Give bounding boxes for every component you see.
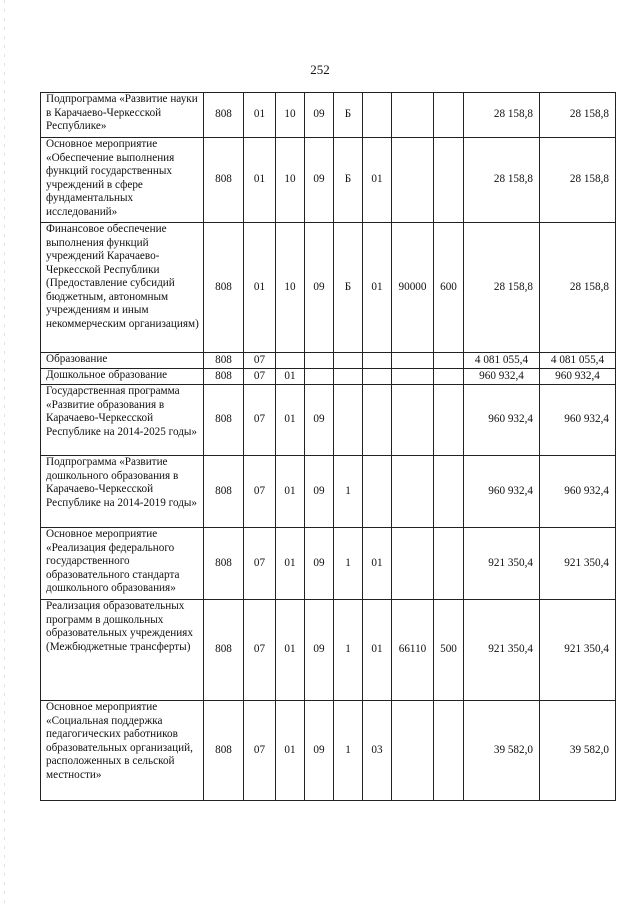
expense-type-code xyxy=(434,138,464,223)
amount-2: 39 582,0 xyxy=(540,701,616,801)
subprogram-code: Б xyxy=(334,223,363,353)
expense-type-code xyxy=(434,369,464,385)
section-code: 07 xyxy=(244,385,276,456)
amount-1: 39 582,0 xyxy=(464,701,540,801)
program-code: 09 xyxy=(305,528,334,600)
subprogram-code: 1 xyxy=(334,701,363,801)
row-name: Основное мероприятие «Реализация федерального государственного образовательного стандарта дошкольного образования» xyxy=(41,528,204,600)
table-row xyxy=(41,223,616,353)
section-code: 07 xyxy=(244,456,276,528)
direction-code xyxy=(392,385,434,456)
amount-2: 960 932,4 xyxy=(540,369,616,385)
ministry-code: 808 xyxy=(204,353,244,369)
amount-2: 28 158,8 xyxy=(540,223,616,353)
subsection-code: 01 xyxy=(276,600,305,701)
ministry-code: 808 xyxy=(204,223,244,353)
expense-type-code xyxy=(434,456,464,528)
direction-code: 66110 xyxy=(392,600,434,701)
amount-2: 960 932,4 xyxy=(540,385,616,456)
table-row xyxy=(41,528,616,600)
subsection-code: 01 xyxy=(276,701,305,801)
direction-code xyxy=(392,369,434,385)
table-row xyxy=(41,385,616,456)
program-code xyxy=(305,369,334,385)
ministry-code: 808 xyxy=(204,385,244,456)
section-code: 07 xyxy=(244,369,276,385)
row-name: Государственная программа «Развитие образования в Карачаево-Черкесской Республике на 2014-2025 годы» xyxy=(41,385,204,456)
subsection-code xyxy=(276,353,305,369)
amount-1: 921 350,4 xyxy=(464,528,540,600)
activity-code: 03 xyxy=(363,701,392,801)
program-code: 09 xyxy=(305,456,334,528)
amount-1: 960 932,4 xyxy=(464,369,540,385)
amount-1: 4 081 055,4 xyxy=(464,353,540,369)
section-code: 01 xyxy=(244,223,276,353)
ministry-code: 808 xyxy=(204,93,244,138)
program-code: 09 xyxy=(305,701,334,801)
activity-code xyxy=(363,385,392,456)
amount-2: 28 158,8 xyxy=(540,93,616,138)
row-name: Реализация образовательных программ в дошкольных образовательных учреждениях (Межбюджетные трансферты) xyxy=(41,600,204,701)
row-name: Образование xyxy=(41,353,204,369)
expense-type-code xyxy=(434,93,464,138)
row-name: Подпрограмма «Развитие науки в Карачаево-Черкесской Республике» xyxy=(41,93,204,138)
table-row xyxy=(41,701,616,801)
amount-2: 921 350,4 xyxy=(540,600,616,701)
direction-code xyxy=(392,138,434,223)
row-name: Подпрограмма «Развитие дошкольного образования в Карачаево-Черкесской Республике на 2014-2019 годы» xyxy=(41,456,204,528)
direction-code: 90000 xyxy=(392,223,434,353)
ministry-code: 808 xyxy=(204,701,244,801)
table-row xyxy=(41,353,616,369)
program-code: 09 xyxy=(305,385,334,456)
subsection-code: 10 xyxy=(276,223,305,353)
subprogram-code xyxy=(334,353,363,369)
activity-code: 01 xyxy=(363,138,392,223)
direction-code xyxy=(392,93,434,138)
budget-table xyxy=(40,92,616,801)
row-name: Финансовое обеспечение выполнения функций учреждений Карачаево-Черкесской Республики (Предоставление субсидий бюджетным, автономным учреждениям и иным некоммерческим организациям) xyxy=(41,223,204,353)
activity-code: 01 xyxy=(363,600,392,701)
subprogram-code: Б xyxy=(334,138,363,223)
amount-1: 960 932,4 xyxy=(464,385,540,456)
section-code: 01 xyxy=(244,138,276,223)
activity-code: 01 xyxy=(363,223,392,353)
amount-1: 28 158,8 xyxy=(464,93,540,138)
subsection-code: 01 xyxy=(276,369,305,385)
amount-2: 28 158,8 xyxy=(540,138,616,223)
subprogram-code: 1 xyxy=(334,600,363,701)
section-code: 07 xyxy=(244,701,276,801)
subsection-code: 10 xyxy=(276,138,305,223)
expense-type-code: 600 xyxy=(434,223,464,353)
direction-code xyxy=(392,456,434,528)
ministry-code: 808 xyxy=(204,138,244,223)
expense-type-code xyxy=(434,385,464,456)
section-code: 07 xyxy=(244,528,276,600)
section-code: 01 xyxy=(244,93,276,138)
program-code: 09 xyxy=(305,93,334,138)
row-name: Дошкольное образование xyxy=(41,369,204,385)
subprogram-code xyxy=(334,369,363,385)
section-code: 07 xyxy=(244,600,276,701)
subprogram-code: Б xyxy=(334,93,363,138)
amount-1: 28 158,8 xyxy=(464,223,540,353)
row-name: Основное мероприятие «Обеспечение выполнения функций государственных учреждений в сфере фундаментальных исследований» xyxy=(41,138,204,223)
amount-1: 921 350,4 xyxy=(464,600,540,701)
program-code: 09 xyxy=(305,138,334,223)
subsection-code: 01 xyxy=(276,385,305,456)
ministry-code: 808 xyxy=(204,369,244,385)
program-code: 09 xyxy=(305,223,334,353)
ministry-code: 808 xyxy=(204,456,244,528)
expense-type-code xyxy=(434,528,464,600)
activity-code xyxy=(363,456,392,528)
expense-type-code xyxy=(434,701,464,801)
amount-2: 960 932,4 xyxy=(540,456,616,528)
subprogram-code: 1 xyxy=(334,528,363,600)
ministry-code: 808 xyxy=(204,528,244,600)
amount-2: 4 081 055,4 xyxy=(540,353,616,369)
amount-2: 921 350,4 xyxy=(540,528,616,600)
program-code: 09 xyxy=(305,600,334,701)
subsection-code: 01 xyxy=(276,456,305,528)
amount-1: 960 932,4 xyxy=(464,456,540,528)
subprogram-code: 1 xyxy=(334,456,363,528)
table-row xyxy=(41,138,616,223)
direction-code xyxy=(392,701,434,801)
activity-code xyxy=(363,369,392,385)
activity-code xyxy=(363,93,392,138)
table-row xyxy=(41,456,616,528)
direction-code xyxy=(392,353,434,369)
expense-type-code xyxy=(434,353,464,369)
direction-code xyxy=(392,528,434,600)
table-row xyxy=(41,369,616,385)
subsection-code: 01 xyxy=(276,528,305,600)
row-name: Основное мероприятие «Социальная поддержка педагогических работников образовательных организаций, расположенных в сельской местности» xyxy=(41,701,204,801)
activity-code xyxy=(363,353,392,369)
section-code: 07 xyxy=(244,353,276,369)
table-row xyxy=(41,93,616,138)
expense-type-code: 500 xyxy=(434,600,464,701)
amount-1: 28 158,8 xyxy=(464,138,540,223)
program-code xyxy=(305,353,334,369)
scan-edge-artifact xyxy=(4,0,5,905)
activity-code: 01 xyxy=(363,528,392,600)
table-row xyxy=(41,600,616,701)
subsection-code: 10 xyxy=(276,93,305,138)
ministry-code: 808 xyxy=(204,600,244,701)
page-number: 252 xyxy=(310,62,330,77)
subprogram-code xyxy=(334,385,363,456)
